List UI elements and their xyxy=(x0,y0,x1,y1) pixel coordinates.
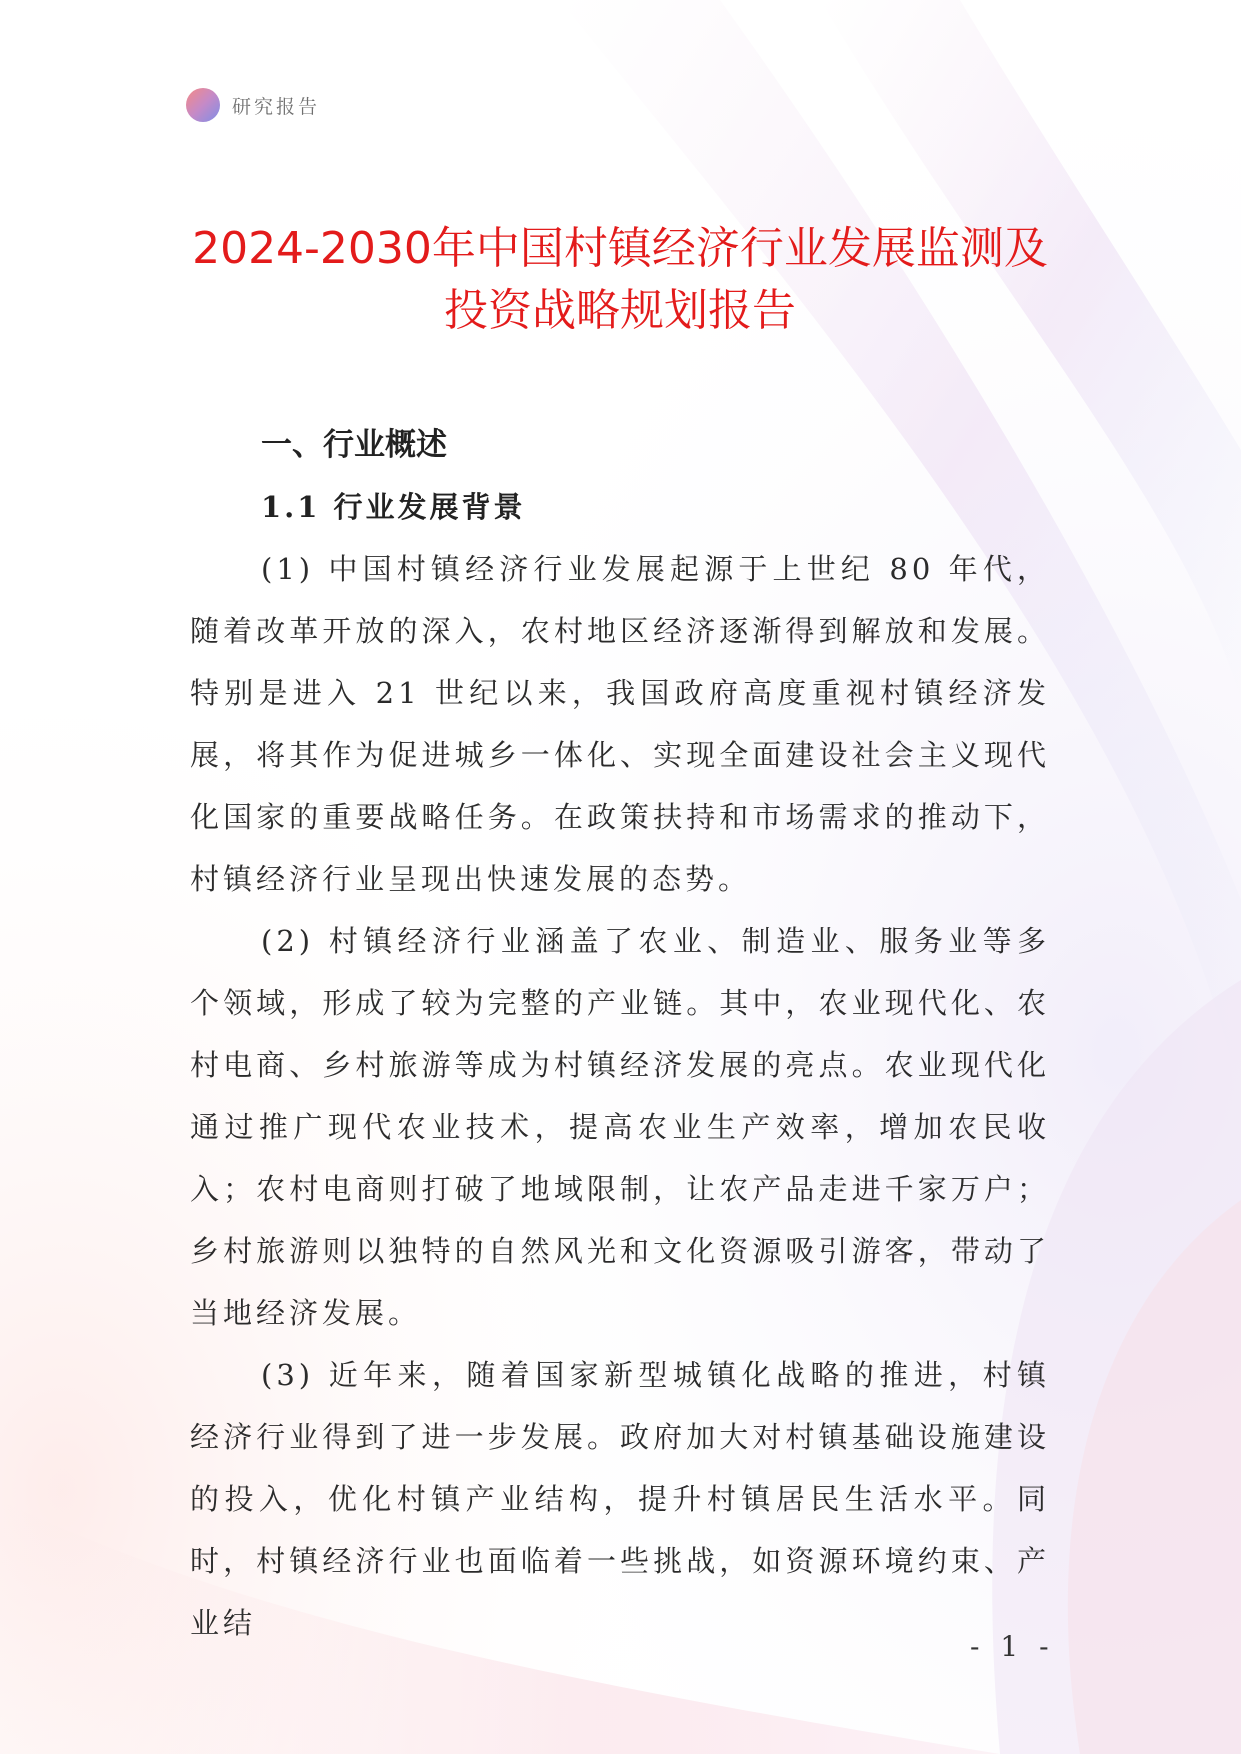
paragraph-1: (1) 中国村镇经济行业发展起源于上世纪 80 年代，随着改革开放的深入，农村地区经济逐渐得到解放和发展。特别是进入 21 世纪以来，我国政府高度重视村镇经济发展，将其作为促进城乡一体化、实现全面建设社会主义现代化国家的重要战略任务。在政策扶持和市场需求的推动下，村镇经济行业呈现出快速发展的态势。 xyxy=(190,552,1050,896)
title-line-2: 投资战略规划报告 xyxy=(444,285,796,336)
subsection-heading: 1.1 行业发展背景 xyxy=(261,490,526,524)
logo-circle-icon xyxy=(186,88,220,122)
paragraph-3: (3) 近年来，随着国家新型城镇化战略的推进，村镇经济行业得到了进一步发展。政府加大对村镇基础设施建设的投入，优化村镇产业结构，提升村镇居民生活水平。同时，村镇经济行业也面临着一些挑战，如资源环境约束、产业结 xyxy=(190,1358,1050,1640)
report-header xyxy=(186,88,320,122)
document-body xyxy=(190,414,1050,1654)
document-title xyxy=(150,218,1090,342)
section-heading: 一、行业概述 xyxy=(261,427,447,463)
header-label: 研究报告 xyxy=(232,95,321,118)
title-line-1: 2024-2030年中国村镇经济行业发展监测及 xyxy=(192,223,1048,274)
page-number: - 1 - xyxy=(970,1630,1055,1663)
paragraph-2: (2) 村镇经济行业涵盖了农业、制造业、服务业等多个领域，形成了较为完整的产业链。其中，农业现代化、农村电商、乡村旅游等成为村镇经济发展的亮点。农业现代化通过推广现代农业技术，提高农业生产效率，增加农民收入；农村电商则打破了地域限制，让农产品走进千家万户；乡村旅游则以独特的自然风光和文化资源吸引游客，带动了当地经济发展。 xyxy=(190,924,1050,1330)
